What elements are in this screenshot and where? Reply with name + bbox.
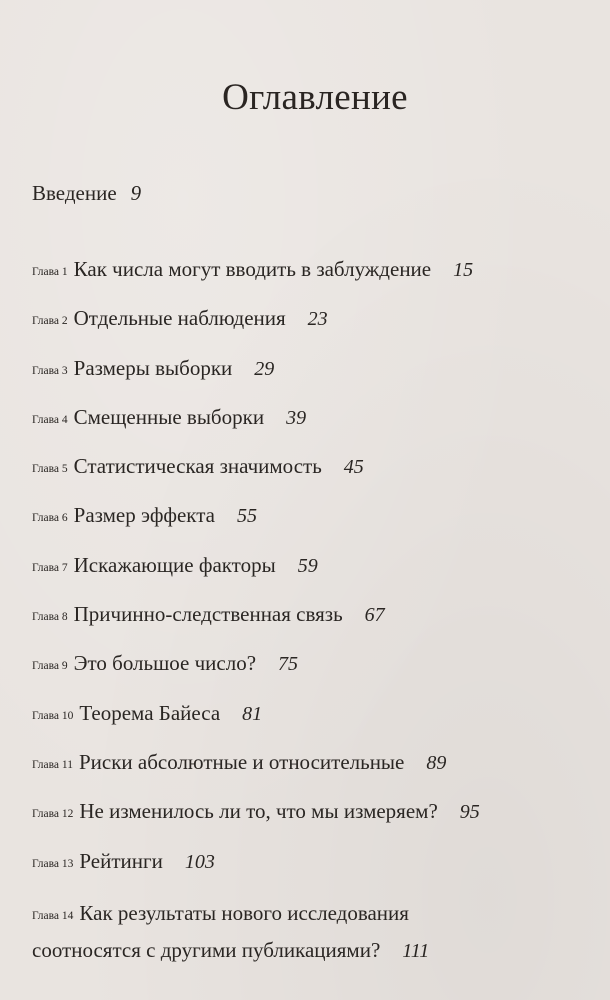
chapter-page-number: 23 [307, 308, 328, 331]
toc-item-chapter-13 [32, 847, 592, 896]
chapter-label: Глава 6 [32, 512, 68, 525]
chapter-title-line-2: соотносятся с другими публикациями? [32, 937, 381, 962]
chapter-title-line-1: Как результаты нового исследования [79, 900, 409, 925]
chapter-page-number: 59 [297, 554, 318, 577]
chapter-title: Отдельные наблюдения [73, 306, 286, 331]
chapter-label: Глава 3 [32, 364, 68, 377]
chapter-page-number: 95 [459, 801, 480, 824]
toc-item-chapter-12 [32, 797, 592, 846]
chapter-page-number: 111 [402, 939, 430, 962]
chapter-title: Рейтинги [79, 848, 163, 873]
toc-item-chapter-9 [32, 649, 592, 698]
chapter-label: Глава 9 [32, 660, 68, 673]
chapter-label: Глава 1 [32, 266, 68, 278]
chapter-label: Глава 7 [32, 561, 68, 574]
chapter-label: Глава 4 [32, 413, 68, 426]
chapter-entry-multiline [32, 896, 592, 968]
chapter-page-number: 45 [343, 456, 364, 479]
toc-item-chapter-11 [32, 748, 592, 797]
toc-item-chapter-8 [32, 600, 592, 649]
chapter-label: Глава 11 [32, 758, 73, 771]
toc-item-chapter-4 [32, 403, 592, 452]
chapter-title: Как числа могут вводить в заблуждение [73, 257, 432, 281]
toc-intro [32, 180, 141, 206]
chapter-title: Смещенные выборки [73, 404, 265, 429]
chapter-title: Причинно-следственная связь [73, 602, 343, 627]
chapter-title: Теорема Байеса [79, 700, 221, 725]
toc-item-chapter-5 [32, 452, 592, 501]
toc-item-chapter-2 [32, 304, 592, 353]
chapter-page-number: 39 [286, 406, 307, 429]
chapter-label: Глава 12 [32, 808, 74, 821]
intro-page-number: 9 [130, 181, 142, 205]
chapter-title: Искажающие факторы [73, 552, 276, 577]
toc-item-chapter-6 [32, 501, 592, 550]
chapter-label: Глава 2 [32, 315, 68, 328]
chapter-page-number: 103 [184, 850, 215, 873]
chapter-title: Размеры выборки [73, 355, 233, 380]
chapter-page-number: 67 [364, 604, 385, 627]
chapter-label: Глава 14 [32, 909, 74, 922]
chapter-title: Статистическая значимость [73, 454, 322, 479]
chapter-page-number: 15 [453, 259, 474, 281]
chapter-label: Глава 10 [32, 709, 74, 722]
intro-label: Введение [32, 181, 117, 205]
chapter-title: Размер эффекта [73, 503, 215, 528]
chapter-label: Глава 5 [32, 463, 68, 476]
toc-item-chapter-1 [32, 255, 592, 304]
chapter-title: Не изменилось ли то, что мы измеряем? [79, 799, 438, 824]
toc-item-chapter-14 [32, 896, 592, 968]
chapter-title: Это большое число? [73, 651, 257, 676]
chapter-page-number: 75 [278, 653, 299, 676]
chapter-page-number: 89 [426, 751, 447, 774]
chapter-page-number: 29 [254, 357, 275, 380]
chapter-page-number: 81 [242, 702, 263, 725]
chapter-page-number: 55 [236, 505, 257, 528]
chapter-label: Глава 13 [32, 857, 74, 870]
chapter-title: Риски абсолютные и относительные [78, 749, 405, 774]
toc-item-chapter-3 [32, 354, 592, 403]
toc-item-chapter-10 [32, 699, 592, 748]
page-title: Оглавление [222, 77, 408, 118]
toc-item-chapter-7 [32, 551, 592, 600]
chapter-label: Глава 8 [32, 611, 68, 624]
toc-list [32, 255, 592, 968]
